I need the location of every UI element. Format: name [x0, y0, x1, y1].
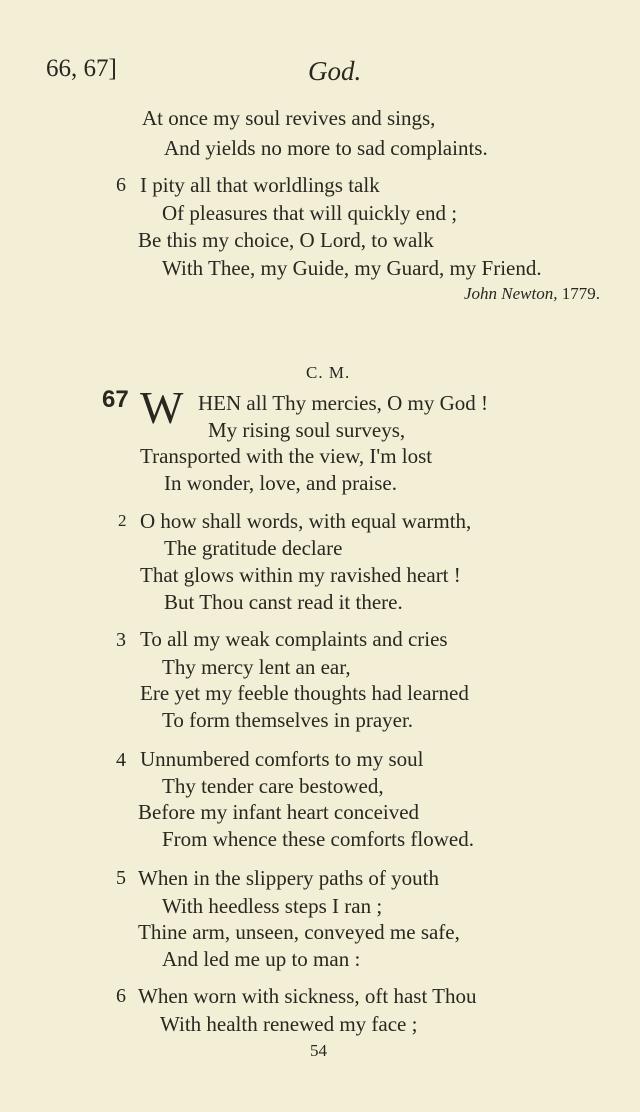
verse-line: With health renewed my face ;: [160, 1012, 418, 1036]
verse-number: 6: [116, 174, 126, 196]
verse-line: Thy tender care bestowed,: [162, 774, 384, 798]
verse-line: But Thou canst read it there.: [164, 590, 403, 614]
verse-line: O how shall words, with equal warmth,: [140, 509, 472, 533]
attribution-author: John Newton,: [464, 284, 558, 303]
verse-line: In wonder, love, and praise.: [164, 471, 397, 495]
hymn-meter: C. M.: [306, 363, 351, 382]
verse-line: Thy mercy lent an ear,: [162, 655, 351, 679]
verse-line: That glows within my ravished heart !: [140, 563, 461, 587]
attribution-year: 1779.: [561, 284, 600, 303]
verse-line: When worn with sickness, oft hast Thou: [138, 984, 477, 1008]
verse-line: To all my weak complaints and cries: [140, 627, 448, 651]
verse-line: From whence these comforts flowed.: [162, 827, 474, 851]
verse-line: The gratitude declare: [164, 536, 343, 560]
verse-line: Ere yet my feeble thoughts had learned: [140, 681, 469, 705]
verse-line: Thine arm, unseen, conveyed me safe,: [138, 920, 460, 944]
verse-line: Unnumbered comforts to my soul: [140, 747, 424, 771]
verse-line: At once my soul revives and sings,: [142, 106, 436, 130]
page-number: 54: [310, 1041, 327, 1060]
verse-line: Of pleasures that will quickly end ;: [162, 201, 458, 225]
verse-number: 5: [116, 867, 126, 889]
verse-line: When in the slippery paths of youth: [138, 866, 439, 890]
verse-line: With heedless steps I ran ;: [162, 894, 383, 918]
verse-line: Be this my choice, O Lord, to walk: [138, 228, 434, 252]
header-page-range: 66, 67]: [46, 55, 117, 82]
verse-line: And led me up to man :: [162, 947, 361, 971]
header-title: God.: [308, 56, 362, 86]
verse-line: With Thee, my Guide, my Guard, my Friend.: [162, 256, 542, 280]
drop-cap: W: [140, 382, 184, 433]
verse-line: To form themselves in prayer.: [162, 708, 414, 732]
verse-number: 3: [116, 629, 126, 651]
verse-line: Before my infant heart conceived: [138, 800, 420, 824]
verse-number: 6: [116, 985, 126, 1007]
verse-line: HEN all Thy mercies, O my God !: [198, 391, 489, 415]
verse-line: My rising soul surveys,: [208, 418, 406, 442]
verse-line: I pity all that worldlings talk: [140, 173, 380, 197]
hymn-number: 67: [102, 386, 129, 413]
verse-number: 4: [116, 749, 126, 771]
verse-line: Transported with the view, I'm lost: [140, 444, 433, 468]
attribution: [464, 284, 600, 304]
verse-line: And yields no more to sad complaints.: [164, 136, 488, 160]
verse-number: 2: [118, 511, 127, 530]
